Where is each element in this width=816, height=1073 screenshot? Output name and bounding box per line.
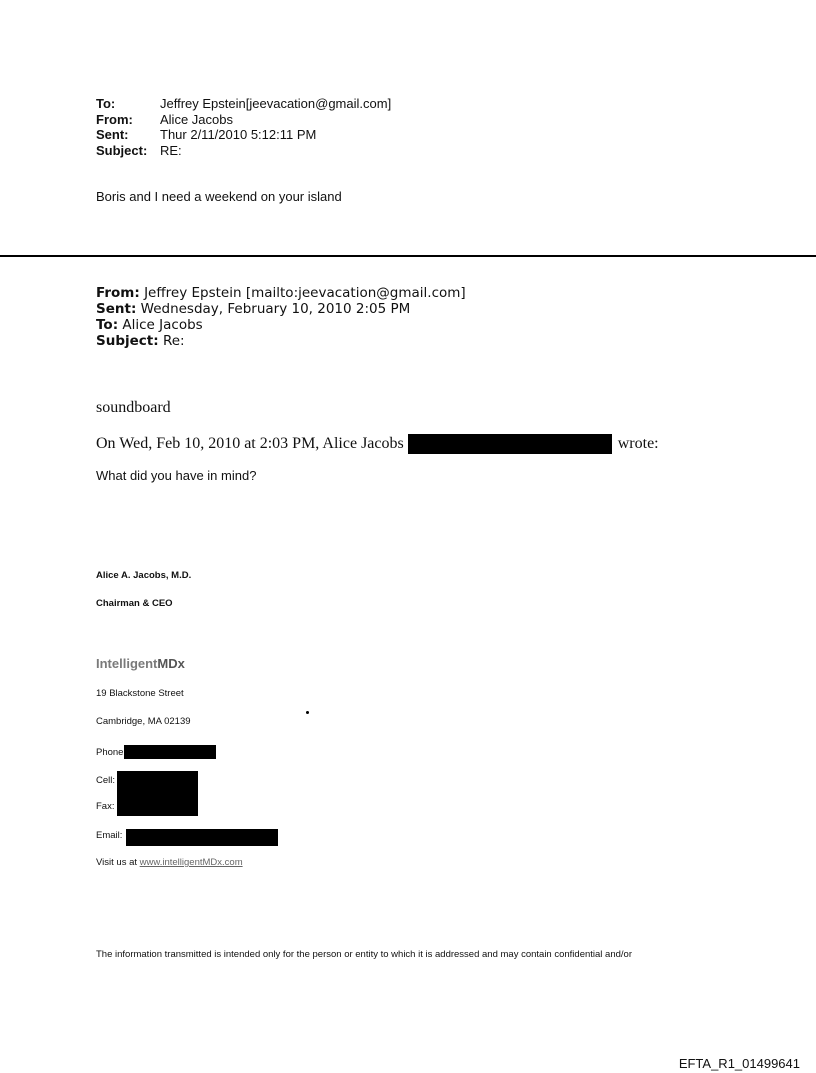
header-sent-row	[96, 127, 391, 143]
company-logo-text	[96, 656, 185, 671]
quoted-sent-label: Sent:	[96, 301, 137, 317]
to-value: Jeffrey Epstein[jeevacation@gmail.com]	[160, 96, 392, 111]
sent-label: Sent:	[96, 127, 129, 142]
brand-dark: MDx	[157, 656, 185, 671]
quoted-subject-value: Re:	[162, 333, 185, 349]
from-label: From:	[96, 111, 133, 127]
email-label: Email:	[96, 830, 123, 841]
email-body-text: Boris and I need a weekend on your island	[96, 189, 342, 204]
quoted-question: What did you have in mind?	[96, 468, 257, 483]
cell-fax-redaction	[117, 771, 198, 816]
website-link[interactable]: www.intelligentMDx.com	[139, 857, 243, 868]
quoted-from-value: Jeffrey Epstein [mailto:jeevacation@gmail.com]	[144, 285, 466, 301]
phone-label: Phone	[96, 746, 124, 758]
redaction-block	[408, 434, 612, 454]
quoted-to-row	[96, 317, 466, 333]
stray-dot	[306, 711, 309, 714]
quoted-subject-row	[96, 333, 466, 349]
confidentiality-disclaimer: The information transmitted is intended only for the person or entity to which it is addressed and may contain confidential and/or	[96, 949, 632, 960]
header-subject-row	[96, 143, 391, 159]
header-from-row	[96, 112, 391, 128]
address-line-1: 19 Blackstone Street	[96, 688, 184, 699]
fax-label: Fax:	[96, 801, 115, 812]
document-id: EFTA_R1_01499641	[678, 1056, 800, 1071]
address-line-2: Cambridge, MA 02139	[96, 716, 191, 727]
signature-title: Chairman & CEO	[96, 598, 173, 609]
brand-light: Intelligent	[96, 656, 158, 671]
visit-line	[96, 857, 243, 868]
quote-intro-after: wrote:	[617, 435, 659, 452]
quoted-from-label: From:	[96, 285, 140, 301]
email-header-quoted	[96, 285, 466, 349]
signature-name: Alice A. Jacobs, M.D.	[96, 570, 192, 581]
sent-value: Thur 2/11/2010 5:12:11 PM	[160, 127, 317, 142]
quoted-to-label: To:	[96, 317, 119, 333]
cell-label: Cell:	[96, 775, 116, 786]
phone-line	[96, 745, 216, 759]
quoted-to-value: Alice Jacobs	[122, 317, 203, 333]
quoted-subject-label: Subject:	[96, 333, 159, 349]
subject-value: RE:	[160, 142, 182, 158]
phone-redaction	[124, 745, 216, 759]
email-redaction	[126, 829, 278, 846]
quoted-sent-row	[96, 301, 466, 317]
subject-label: Subject:	[96, 142, 148, 158]
from-value: Alice Jacobs	[160, 111, 233, 127]
quoted-from-row	[96, 285, 466, 301]
to-label: To:	[96, 96, 116, 111]
section-divider	[0, 255, 816, 257]
quote-intro-line	[96, 434, 659, 454]
header-to-row	[96, 96, 391, 112]
quoted-sent-value: Wednesday, February 10, 2010 2:05 PM	[140, 301, 411, 317]
visit-prefix: Visit us at	[96, 857, 138, 868]
reply-text: soundboard	[96, 399, 171, 416]
quote-intro-before: On Wed, Feb 10, 2010 at 2:03 PM, Alice Jacobs	[96, 435, 404, 452]
email-header-primary	[96, 96, 391, 158]
